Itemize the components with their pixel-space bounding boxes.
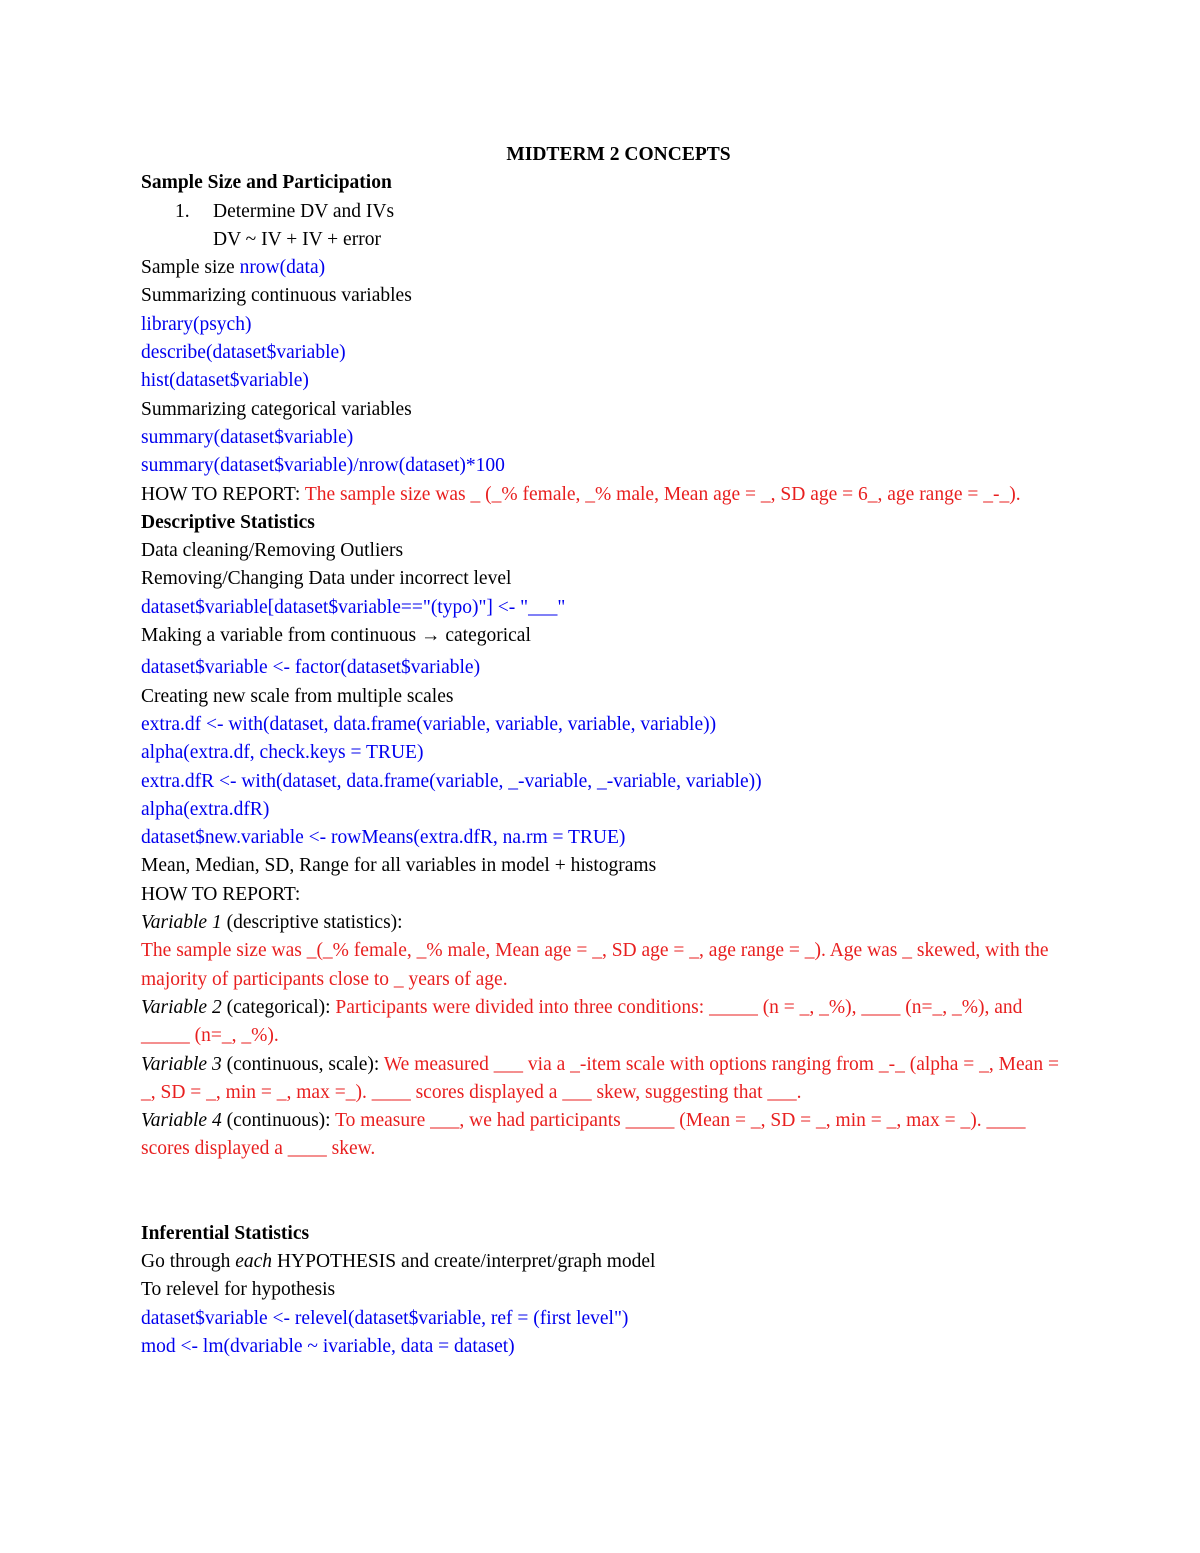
go-through-each: each — [235, 1250, 273, 1272]
report-text: The sample size was _ (_% female, _% male, Mean age = _, SD age = 6_, age range = _-_). — [304, 483, 1021, 505]
code-describe: describe(dataset$variable) — [141, 342, 346, 364]
variable-3-report: We measured ___ via a _-item scale with options ranging from _-_ (alpha = _, Mean = _, SD = _, min = _, max =_). ____ scores displayed a ___ skew, suggesting that ___. — [141, 1053, 1059, 1103]
heading-sample-size: Sample Size and Participation — [141, 172, 392, 194]
code-rowmeans: dataset$new.variable <- rowMeans(extra.dfR, na.rm = TRUE) — [141, 827, 626, 849]
variable-2-report: Participants were divided into three conditions: _____ (n = _, _%), ____ (n=_, _%), and _____ (n=_, _%). — [141, 996, 1023, 1047]
model-formula: DV ~ IV + IV + error — [213, 228, 381, 250]
spacer — [141, 1164, 1066, 1220]
sample-size-label: Sample size — [141, 257, 240, 279]
changing-label: Removing/Changing Data under incorrect level — [141, 568, 512, 590]
variable-4-line — [141, 1107, 1066, 1164]
code-extra-dfR: extra.dfR <- with(dataset, data.frame(variable, _-variable, _-variable, variable)) — [141, 770, 762, 792]
code-library: library(psych) — [141, 313, 252, 335]
categorical-label: Summarizing categorical variables — [141, 398, 412, 420]
variable-3-line — [141, 1051, 1066, 1108]
variable-2-line — [141, 994, 1066, 1051]
code-lm: mod <- lm(dvariable ~ ivariable, data = dataset) — [141, 1335, 515, 1357]
cleaning-label: Data cleaning/Removing Outliers — [141, 540, 404, 562]
code-summary: summary(dataset$variable) — [141, 426, 354, 448]
variable-1-label: Variable 1 — [141, 912, 222, 934]
go-through-post: HYPOTHESIS and create/interpret/graph model — [272, 1250, 656, 1272]
variable-3-type: (continuous, scale): — [221, 1053, 384, 1075]
variable-1-type: (descriptive statistics): — [221, 912, 403, 934]
go-through-pre: Go through — [141, 1250, 236, 1272]
list-item-text: Determine DV and IVs — [213, 200, 395, 222]
code-alpha-1: alpha(extra.df, check.keys = TRUE) — [141, 742, 424, 764]
variable-1-line — [141, 909, 1066, 937]
code-alpha-2: alpha(extra.dfR) — [141, 798, 270, 820]
variable-1-report: The sample size was _(_% female, _% male, Mean age = _, SD age = _, age range = _). Age was _ skewed, with the majority of participants close to _ years of age. — [141, 940, 1049, 990]
code-hist: hist(dataset$variable) — [141, 370, 309, 392]
list-item — [141, 198, 1066, 226]
sample-size-line — [141, 254, 1066, 282]
variable-2-type: (categorical): — [221, 996, 336, 1018]
page-title: MIDTERM 2 CONCEPTS — [506, 144, 731, 165]
report-label: HOW TO REPORT: — [141, 883, 301, 905]
code-summary-percent: summary(dataset$variable)/nrow(dataset)*100 — [141, 455, 505, 477]
variable-3-label: Variable 3 — [141, 1053, 222, 1075]
summary-line: Mean, Median, SD, Range for all variables in model + histograms — [141, 855, 657, 877]
relevel-label: To relevel for hypothesis — [141, 1279, 336, 1301]
variable-4-label: Variable 4 — [141, 1110, 222, 1132]
code-typo: dataset$variable[dataset$variable=="(typo)"] <- "___" — [141, 596, 566, 618]
variable-4-type: (continuous): — [221, 1110, 336, 1132]
heading-inferential: Inferential Statistics — [141, 1222, 310, 1244]
variable-2-label: Variable 2 — [141, 996, 222, 1018]
document-content — [141, 141, 1066, 1361]
go-through-line — [141, 1248, 1066, 1276]
code-extra-df: extra.df <- with(dataset, data.frame(variable, variable, variable, variable)) — [141, 713, 717, 735]
sample-report — [141, 481, 1066, 509]
code-relevel: dataset$variable <- relevel(dataset$variable, ref = (first level") — [141, 1307, 629, 1329]
report-label: HOW TO REPORT: — [141, 483, 305, 505]
list-number: 1. — [175, 200, 190, 222]
variable-4-report: To measure ___, we had participants _____ (Mean = _, SD = _, min = _, max = _). ____ scores displayed a ____ skew. — [141, 1110, 1026, 1160]
continuous-label: Summarizing continuous variables — [141, 285, 412, 307]
making-label: Making a variable from continuous → categorical — [141, 625, 531, 647]
creating-label: Creating new scale from multiple scales — [141, 685, 454, 707]
heading-descriptive: Descriptive Statistics — [141, 511, 315, 533]
code-factor: dataset$variable <- factor(dataset$variable) — [141, 657, 481, 679]
code-nrow: nrow(data) — [239, 257, 326, 279]
